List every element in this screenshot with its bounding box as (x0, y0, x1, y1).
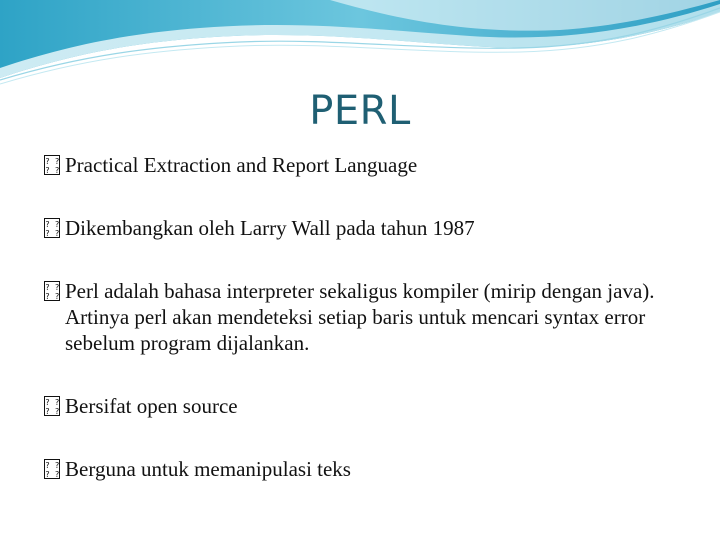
list-item (44, 278, 684, 356)
list-item (44, 393, 684, 419)
header-wave-decoration (0, 0, 720, 90)
replacement-glyph-icon (44, 155, 60, 175)
slide-title: PERL (309, 88, 411, 134)
bullet-list (44, 152, 684, 519)
bullet-text: Practical Extraction and Report Language (65, 153, 418, 177)
list-item (44, 456, 684, 482)
replacement-glyph-icon (44, 396, 60, 416)
list-item (44, 152, 684, 178)
bullet-text: Berguna untuk memanipulasi teks (65, 457, 351, 481)
bullet-text: Perl adalah bahasa interpreter sekaligus kompiler (mirip dengan java). Artinya perl akan mendeteksi setiap baris untuk mencari syntax error sebelum program dijalankan. (65, 279, 655, 355)
bullet-text: Bersifat open source (65, 394, 238, 418)
replacement-glyph-icon (44, 281, 60, 301)
list-item (44, 215, 684, 241)
bullet-text: Dikembangkan oleh Larry Wall pada tahun 1987 (65, 216, 475, 240)
replacement-glyph-icon (44, 218, 60, 238)
replacement-glyph-icon (44, 459, 60, 479)
